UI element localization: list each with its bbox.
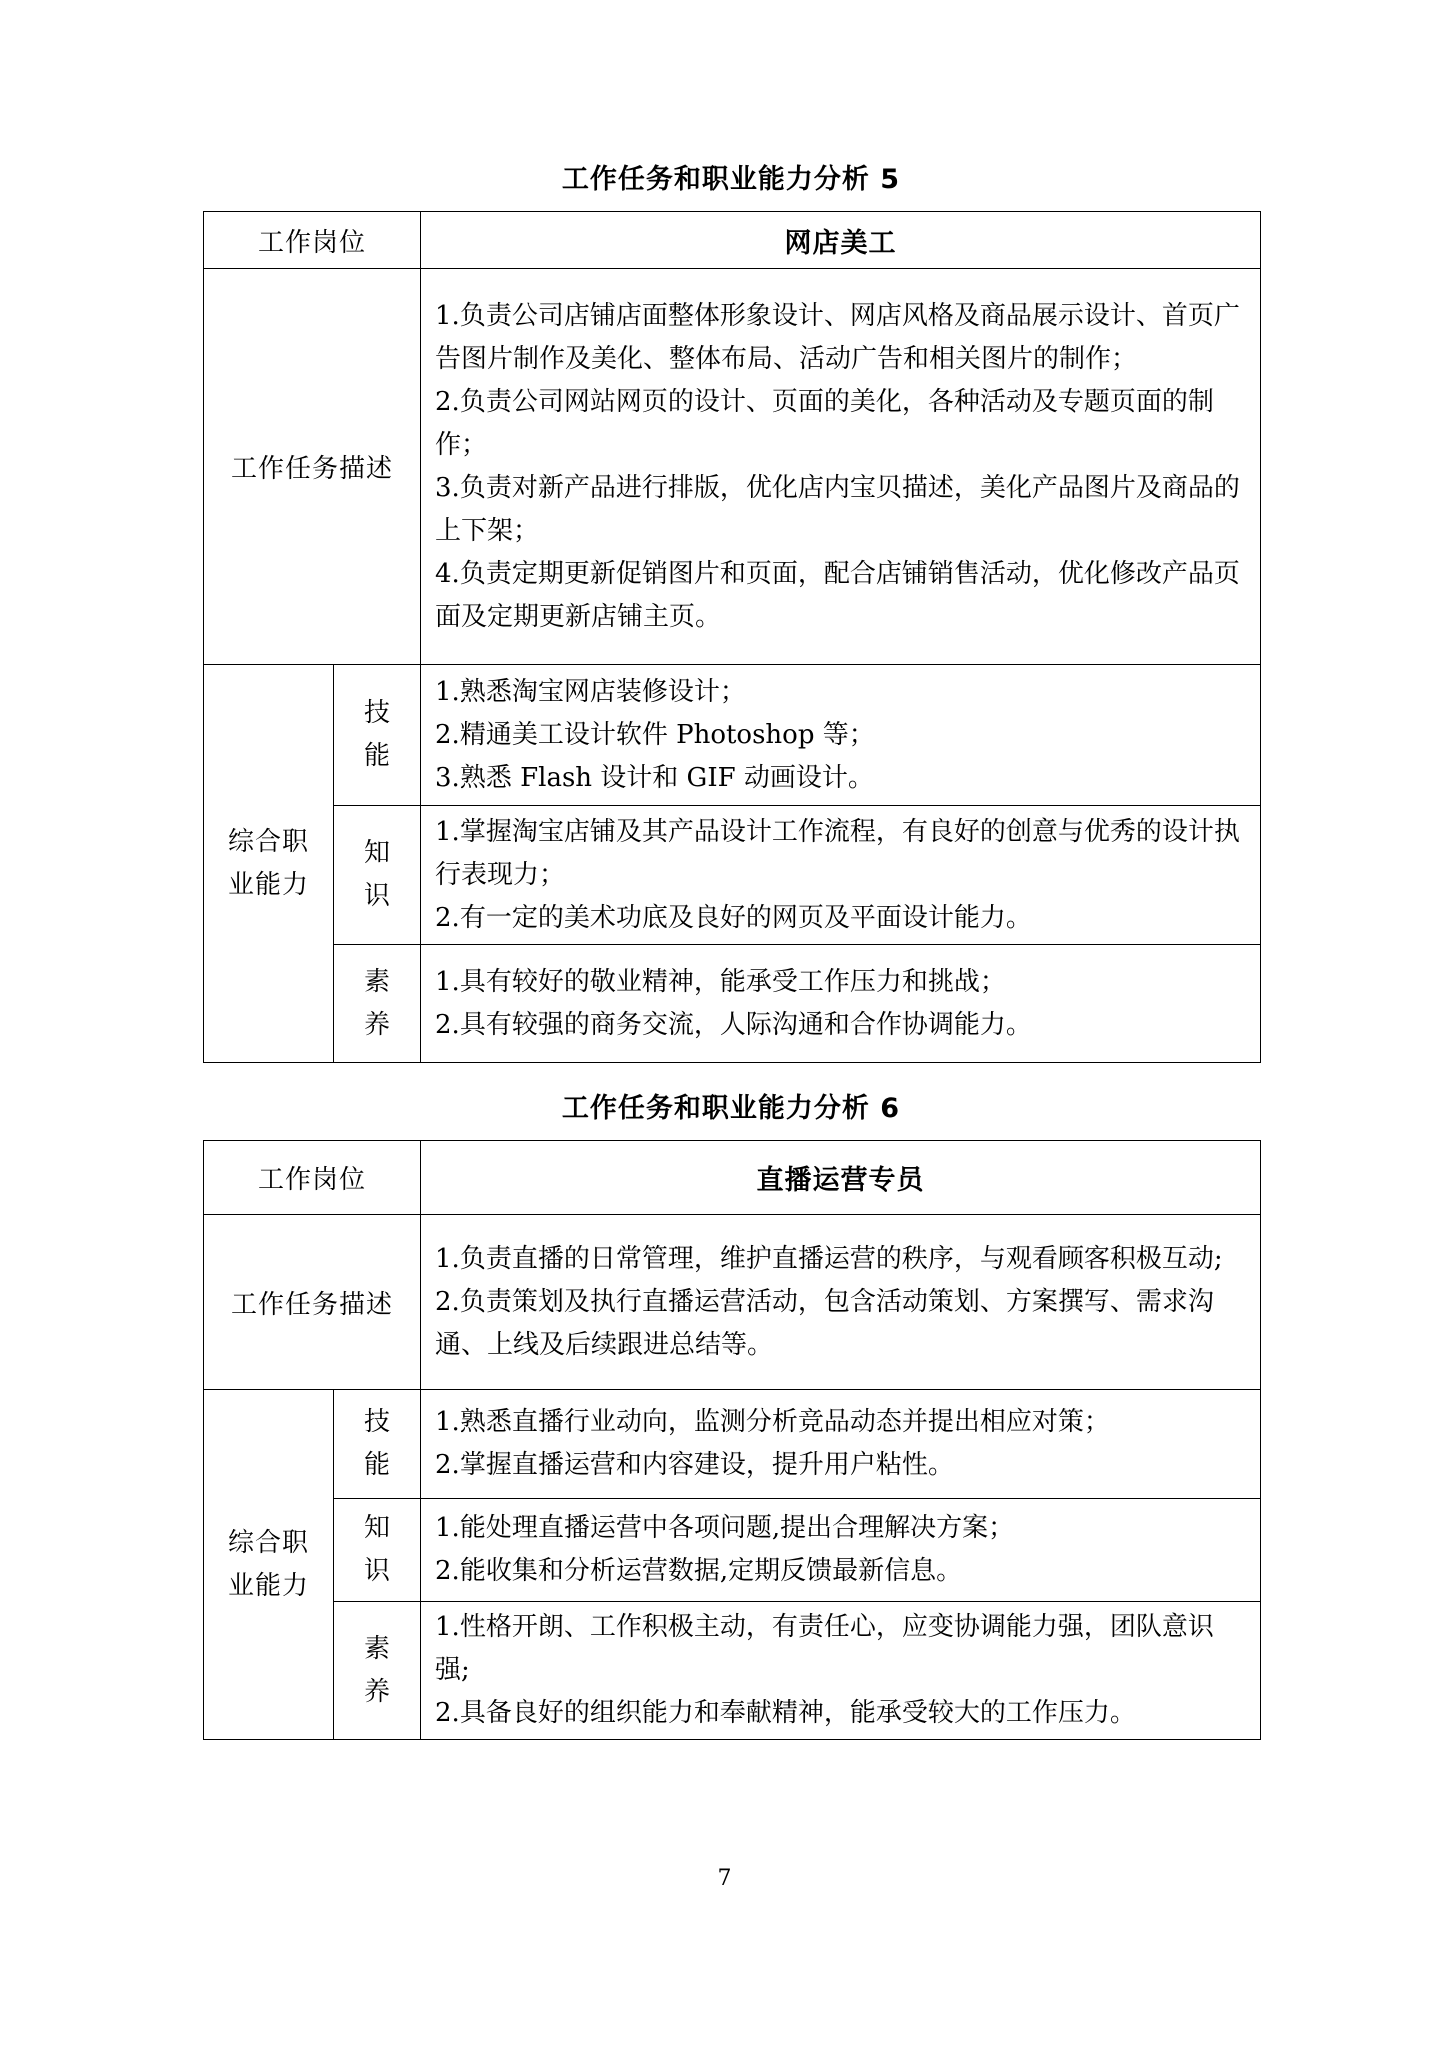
table-row [204, 1141, 1261, 1215]
ability-sub-label [334, 806, 421, 945]
ability-content [421, 1602, 1261, 1740]
position-label: 工作岗位 [204, 212, 421, 269]
analysis-table [203, 1140, 1261, 1740]
ability-sub-label [334, 1602, 421, 1740]
ability-item: 2.掌握直播运营和内容建设，提升用户粘性。 [435, 1450, 954, 1480]
task-label: 工作任务描述 [204, 269, 421, 665]
table-row [204, 212, 1261, 269]
task-item: 1.负责直播的日常管理，维护直播运营的秩序，与观看顾客积极互动; [435, 1243, 1223, 1274]
task-item: 3.负责对新产品进行排版，优化店内宝贝描述，美化产品图片及商品的上下架； [435, 472, 1240, 546]
ability-item: 2.具备良好的组织能力和奉献精神，能承受较大的工作压力。 [435, 1698, 1136, 1728]
ability-label [204, 1390, 334, 1740]
table-title: 工作任务和职业能力分析 5 [561, 164, 901, 195]
table-row [204, 806, 1261, 945]
task-label: 工作任务描述 [204, 1215, 421, 1390]
page-number: 7 [717, 1866, 732, 1891]
table-row [204, 269, 1261, 665]
task-description [421, 269, 1261, 665]
ability-sub-label-text: 知识 [363, 838, 390, 911]
ability-sub-label-text: 素养 [363, 966, 390, 1040]
ability-sub-label [334, 1390, 421, 1499]
ability-content [421, 1390, 1261, 1499]
table-row [204, 945, 1261, 1063]
ability-item: 2.精通美工设计软件 Photoshop 等； [435, 719, 875, 750]
ability-sub-label-text: 技能 [363, 1407, 390, 1480]
task-item: 2.负责策划及执行直播运营活动，包含活动策划、方案撰写、需求沟通、上线及后续跟进总结等。 [435, 1286, 1214, 1360]
task-item: 4.负责定期更新促销图片和页面，配合店铺销售活动，优化修改产品页面及定期更新店铺主页。 [435, 558, 1240, 632]
ability-item: 1.性格开朗、工作积极主动，有责任心，应变协调能力强，团队意识强; [435, 1612, 1214, 1685]
analysis-table [203, 211, 1261, 1063]
table-row [204, 665, 1261, 806]
task-item: 1.负责公司店铺店面整体形象设计、网店风格及商品展示设计、首页广告图片制作及美化、整体布局、活动广告和相关图片的制作； [435, 300, 1240, 374]
position-value: 网店美工 [421, 212, 1261, 269]
task-item: 2.负责公司网站网页的设计、页面的美化，各种活动及专题页面的制作； [435, 386, 1214, 460]
ability-item: 2.有一定的美术功底及良好的网页及平面设计能力。 [435, 902, 1032, 933]
ability-content [421, 945, 1261, 1063]
ability-item: 1.具有较好的敬业精神，能承受工作压力和挑战； [435, 966, 1006, 997]
ability-sub-label-text: 知识 [363, 1513, 390, 1586]
position-value: 直播运营专员 [421, 1141, 1261, 1215]
table-row [204, 1390, 1261, 1499]
ability-content [421, 665, 1261, 806]
ability-content [421, 1499, 1261, 1602]
position-label: 工作岗位 [204, 1141, 421, 1215]
ability-label [204, 665, 334, 1063]
table-row [204, 1602, 1261, 1740]
ability-sub-label [334, 1499, 421, 1602]
ability-label-text: 综合职业能力 [227, 1527, 309, 1601]
ability-item: 2.能收集和分析运营数据,定期反馈最新信息。 [435, 1556, 963, 1586]
ability-sub-label-text: 素养 [363, 1633, 390, 1707]
ability-item: 2.具有较强的商务交流，人际沟通和合作协调能力。 [435, 1009, 1032, 1040]
ability-item: 1.掌握淘宝店铺及其产品设计工作流程，有良好的创意与优秀的设计执行表现力； [435, 816, 1240, 890]
ability-item: 1.能处理直播运营中各项问题,提出合理解决方案； [435, 1513, 1015, 1543]
ability-sub-label [334, 665, 421, 806]
table-title: 工作任务和职业能力分析 6 [561, 1093, 901, 1124]
table-row [204, 1215, 1261, 1390]
ability-content [421, 806, 1261, 945]
ability-item: 3.熟悉 Flash 设计和 GIF 动画设计。 [435, 762, 874, 793]
table-row [204, 1499, 1261, 1602]
ability-label-text: 综合职业能力 [227, 826, 309, 900]
ability-sub-label-text: 技能 [363, 698, 390, 771]
ability-sub-label [334, 945, 421, 1063]
ability-item: 1.熟悉直播行业动向，监测分析竞品动态并提出相应对策； [435, 1407, 1110, 1437]
task-description [421, 1215, 1261, 1390]
ability-item: 1.熟悉淘宝网店装修设计； [435, 676, 746, 707]
